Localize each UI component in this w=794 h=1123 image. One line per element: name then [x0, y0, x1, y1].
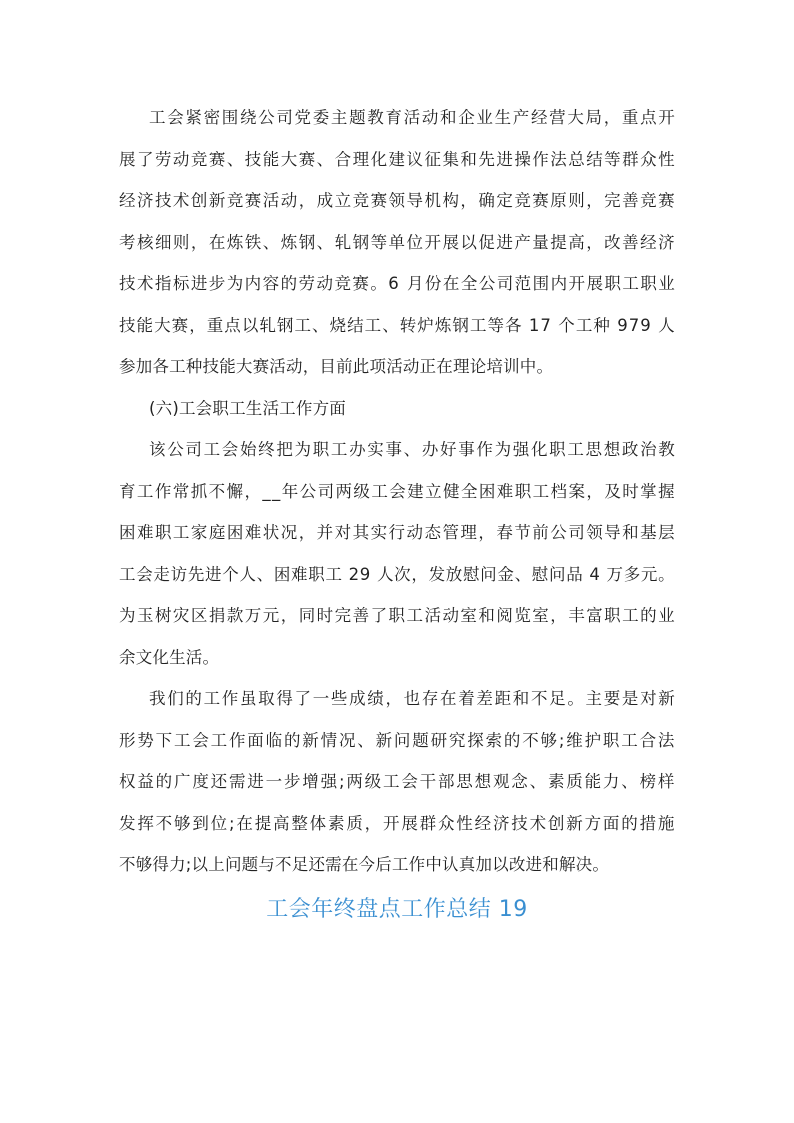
paragraph-2-line-5: 为 玉 树 灾 区 捐 款 万 元 ， 同 时 完 善 了 职 工 活 动 室 和 阅 览 室 ， 丰 富 职 工 的 业: [119, 606, 675, 625]
paragraph-3-line-5: 不够得力;以上问题与不足还需在今后工作中认真加以改进和解决。: [119, 855, 610, 874]
paragraph-1-line-4: 考 核 细 则 ， 在 炼 铁 、 炼 钢 、 轧 钢 等 单 位 开 展 以 促 进 产 量 提 高 ， 改 善 经 济: [119, 232, 675, 252]
paragraph-3-line-2: 形 势 下 工 会 工 作 面 临 的 新 情 况 、 新 问 题 研 究 探 索 的 不 够 ; 维 护 职 工 合 法: [119, 730, 675, 750]
paragraph-1-line-5: 技 术 指 标 进 步 为 内 容 的 劳 动 竞 赛 。 6 月 份 在 全 公 司 范 围 内 开 展 职 工 职 业: [119, 274, 675, 293]
paragraph-1-line-7: 参加各工种技能大赛活动，目前此项活动正在理论培训中。: [119, 357, 554, 376]
document-body: [119, 102, 675, 891]
paragraph-3-line-1: 我 们 的 工 作 虽 取 得 了 一 些 成 绩 ， 也 存 在 着 差 距 和 不 足 。 主 要 是 对 新: [149, 689, 675, 708]
next-section-title: 工会年终盘点工作总结 19: [266, 897, 528, 922]
section-heading-six: (六)工会职工生活工作方面: [149, 398, 346, 418]
paragraph-1-line-2: 展 了 劳 动 竞 赛 、 技 能 大 赛 、 合 理 化 建 议 征 集 和 先 进 操 作 法 总 结 等 群 众 性: [119, 149, 675, 169]
paragraph-3-line-4: 发 挥 不 够 到 位 ; 在 提 高 整 体 素 质 ， 开 展 群 众 性 经 济 技 术 创 新 方 面 的 措 施: [119, 813, 675, 833]
paragraph-2-line-4: 工 会 走 访 先 进 个 人 、 困 难 职 工 2 9 人 次 ， 发 放 慰 问 金 、 慰 问 品 4 万 多 元 。: [119, 564, 675, 584]
paragraph-3-line-3: 权 益 的 广 度 还 需 进 一 步 增 强 ; 两 级 工 会 干 部 思 想 观 念 、 素 质 能 力 、 榜 样: [119, 772, 675, 791]
paragraph-2-line-1: 该 公 司 工 会 始 终 把 为 职 工 办 实 事 、 办 好 事 作 为 强 化 职 工 思 想 政 治 教: [149, 440, 675, 459]
paragraph-2-line-6: 余文化生活。: [119, 647, 220, 667]
paragraph-2-line-3: 困 难 职 工 家 庭 困 难 状 况 ， 并 对 其 实 行 动 态 管 理 ， 春 节 前 公 司 领 导 和 基 层: [119, 523, 675, 542]
paragraph-1-line-3: 经 济 技 术 创 新 竞 赛 活 动 ， 成 立 竞 赛 领 导 机 构 ， 确 定 竞 赛 原 则 ， 完 善 竞 赛: [119, 191, 675, 210]
paragraph-2-line-2: 育 工 作 常 抓 不 懈 ， _ _ 年 公 司 两 级 工 会 建 立 健 全 困 难 职 工 档 案 ， 及 时 掌 握: [119, 481, 675, 501]
paragraph-1-line-6: 技 能 大 赛 ， 重 点 以 轧 钢 工 、 烧 结 工 、 转 炉 炼 钢 工 等 各 1 7 个 工 种 9 7 9 人: [119, 315, 675, 335]
paragraph-1-line-1: 工 会 紧 密 围 绕 公 司 党 委 主 题 教 育 活 动 和 企 业 生 产 经 营 大 局 ， 重 点 开: [149, 108, 675, 127]
